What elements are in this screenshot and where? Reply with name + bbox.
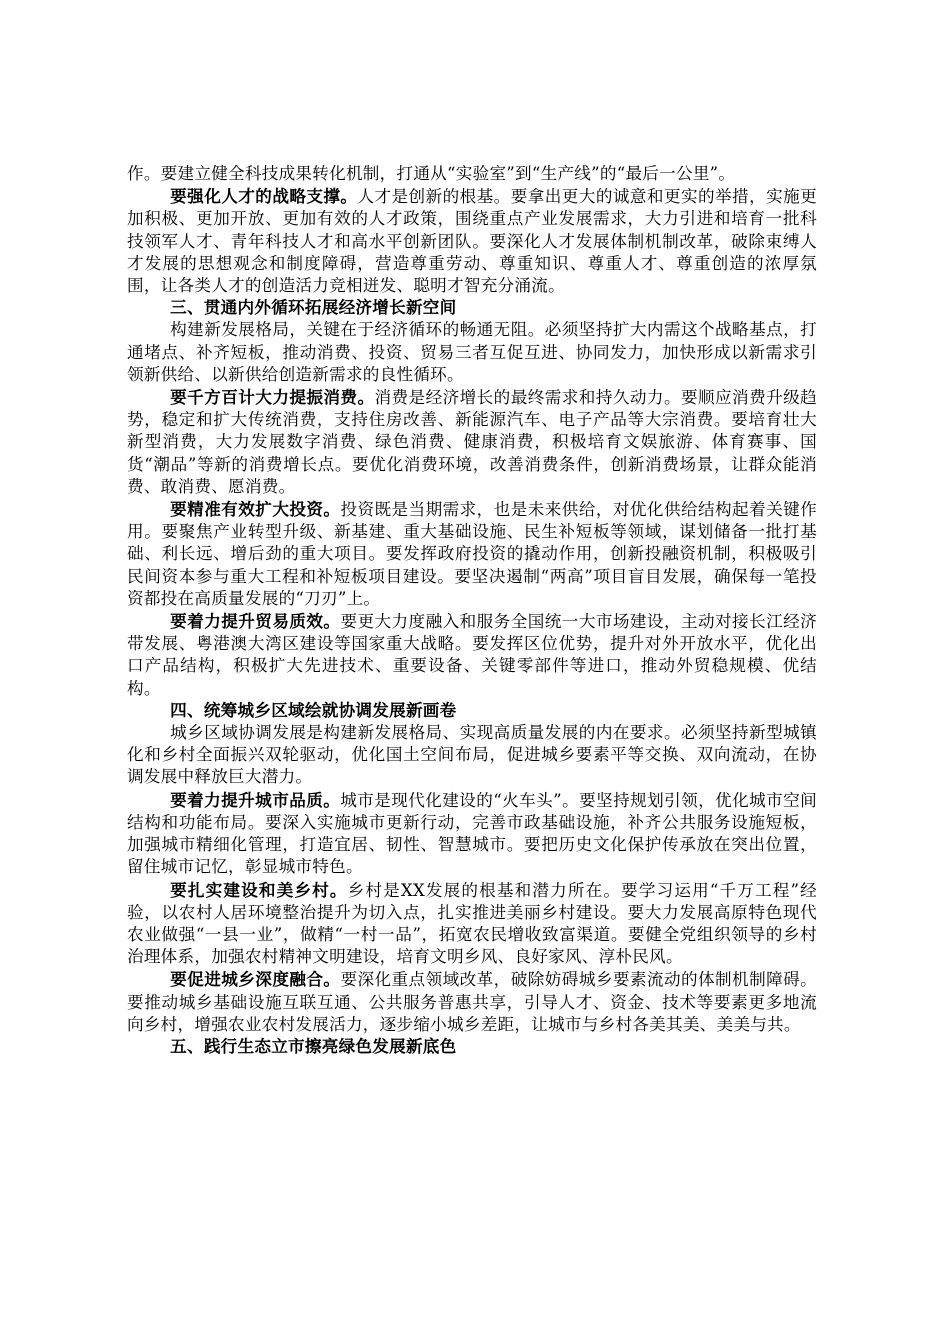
paragraph-text: 城乡区域协调发展是构建新发展格局、实现高质量发展的内在要求。必须坚持新型城镇化和乡村全面振兴双轮驱动，优化国土空间布局，促进城乡要素平等交换、双向流动，在协调发展中释放巨大潜力。 — [127, 723, 817, 787]
body-paragraph — [127, 879, 817, 969]
body-paragraph — [127, 610, 817, 700]
paragraph-lead: 要促进城乡深度融合。 — [170, 969, 341, 990]
paragraph-lead: 要强化人才的战略支撑。 — [170, 186, 358, 207]
paragraph-text: 构建新发展格局，关键在于经济循环的畅通无阻。必须坚持扩大内需这个战略基点，打通堵点、补齐短板，推动消费、投资、贸易三者互促互进、协同发力，加快形成以新需求引领新供给、以新供给创造新需求的良性循环。 — [127, 320, 817, 384]
paragraph-text: 消费是经济增长的最终需求和持久动力。要顺应消费升级趋势，稳定和扩大传统消费，支持住房改善、新能源汽车、电子产品等大宗消费。要培育壮大新型消费，大力发展数字消费、绿色消费、健康消费，积极培育文娱旅游、体育赛事、国货“潮品”等新的消费增长点。要优化消费环境，改善消费条件，创新消费场景，让群众能消费、敢消费、愿消费。 — [127, 388, 818, 496]
body-paragraph — [127, 319, 817, 386]
body-paragraph — [127, 498, 817, 610]
section-heading: 四、统筹城乡区域绘就协调发展新画卷 — [170, 700, 457, 720]
paragraph-text: 要深化重点领域改革，破除妨碍城乡要素流动的体制机制障碍。要推动城乡基础设施互联互通、公共服务普惠共享，引导人才、资金、技术等要素更多地流向乡村，增强农业农村发展活力，逐步缩小城乡差距，让城市与乡村各美其美、美美与共。 — [127, 970, 818, 1034]
paragraph-lead: 要精准有效扩大投资。 — [170, 499, 341, 520]
section-heading: 五、践行生态立市擦亮绿色发展新底色 — [170, 1036, 457, 1056]
body-paragraph — [127, 968, 817, 1036]
paragraph-lead: 要着力提升城市品质。 — [170, 789, 341, 810]
paragraph-lead: 要扎实建设和美乡村。 — [170, 879, 348, 900]
paragraph-text: 要更大力度融入和服务全国统一大市场建设，主动对接长江经济带发展、粤港澳大湾区建设等国家重大战略。要发挥区位优势，提升对外开放水平，优化出口产品结构，积极扩大先进技术、重要设备、关键零部件等进口，推动外贸稳规模、优结构。 — [127, 612, 818, 698]
body-paragraph — [127, 163, 817, 185]
section-heading: 三、贯通内外循环拓展经济增长新空间 — [170, 298, 457, 318]
body-paragraph — [127, 185, 817, 297]
body-paragraph — [127, 789, 817, 879]
paragraph-text: 作。要建立健全科技成果转化机制，打通从“实验室”到“生产线”的“最后一公里”。 — [127, 164, 736, 183]
document-body — [127, 163, 817, 1058]
paragraph-lead: 要千方百计大力提振消费。 — [170, 387, 375, 408]
paragraph-text: 人才是创新的根基。要拿出更大的诚意和更实的举措，实施更加积极、更加开放、更加有效的人才政策，围绕重点产业发展需求，大力引进和培育一批科技领军人才、青年科技人才和高水平创新团队。要深化人才发展体制机制改革，破除束缚人才发展的思想观念和制度障碍，营造尊重劳动、尊重知识、尊重人才、尊重创造的浓厚氛围，让各类人才的创造活力竞相迸发、聪明才智充分涌流。 — [127, 187, 817, 296]
paragraph-lead: 要着力提升贸易质效。 — [170, 611, 341, 632]
body-paragraph — [127, 722, 817, 789]
paragraph-text: 城市是现代化建设的“火车头”。要坚持规划引领，优化城市空间结构和功能布局。要深入实施城市更新行动，完善市政基础设施，补齐公共服务设施短板，加强城市精细化管理，打造宜居、韧性、智慧城市。要把历史文化保护传承放在突出位置，留住城市记忆，彰显城市特色。 — [127, 790, 818, 877]
paragraph-text: 乡村是XX发展的根基和潜力所在。要学习运用“千万工程”经验，以农村人居环境整治提升为切入点，扎实推进美丽乡村建设。要大力发展高原特色现代农业做强“一县一业”，做精“一村一品”，拓宽农民增收致富渠道。要健全党组织领导的乡村治理体系，加强农村精神文明建设，培育文明乡风、良好家风、淳朴民风。 — [127, 880, 817, 967]
paragraph-text: 投资既是当期需求，也是未来供给，对优化供给结构起着关键作用。要聚焦产业转型升级、新基建、重大基础设施、民生补短板等领域，谋划储备一批打基础、利长远、增后劲的重大项目。要发挥政府投资的撬动作用，创新投融资机制，积极吸引民间资本参与重大工程和补短板项目建设。要坚决遏制“两高”项目盲目发展，确保每一笔投资都投在高质量发展的“刀刃”上。 — [127, 500, 818, 608]
body-paragraph — [127, 386, 817, 498]
